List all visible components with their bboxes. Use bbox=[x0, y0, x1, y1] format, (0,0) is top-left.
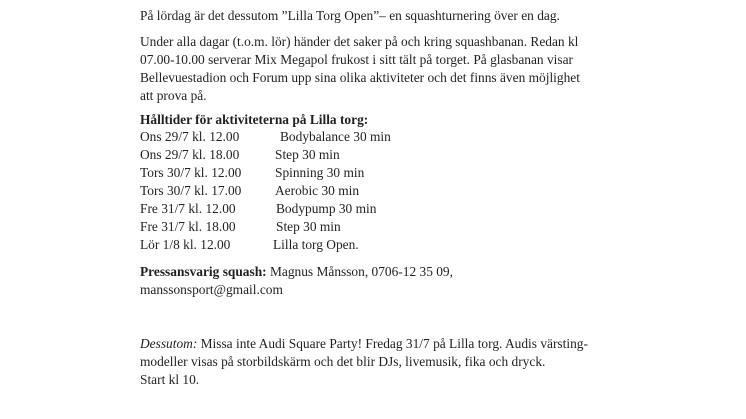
schedule-activity: Step 30 min bbox=[276, 219, 341, 234]
press-contact bbox=[140, 263, 453, 299]
activities-line: 07.00-10.00 serverar Mix Megapol frukost i sitt tält på torget. På glasbanan visar bbox=[140, 52, 573, 67]
schedule-activity: Step 30 min bbox=[275, 147, 340, 162]
press-line bbox=[140, 263, 453, 281]
schedule-time: Lör 1/8 kl. 12.00 bbox=[140, 237, 231, 252]
intro-paragraph: På lördag är det dessutom ”Lilla Torg Open”– en squashturnering över en dag. bbox=[140, 8, 560, 23]
schedule-time: Fre 31/7 kl. 18.00 bbox=[140, 219, 236, 234]
schedule-activity: Bodypump 30 min bbox=[276, 201, 377, 216]
extra-label: Dessutom: bbox=[140, 336, 198, 351]
activities-paragraph bbox=[140, 33, 580, 105]
press-email: manssonsport@gmail.com bbox=[140, 282, 283, 297]
extra-text: Missa inte Audi Square Party! Fredag 31/7 på Lilla torg. Audis värsting- bbox=[197, 336, 588, 351]
schedule-time: Fre 31/7 kl. 12.00 bbox=[140, 201, 236, 216]
extra-line bbox=[140, 335, 588, 353]
schedule-time: Tors 30/7 kl. 17.00 bbox=[140, 183, 242, 198]
schedule-activity: Lilla torg Open. bbox=[273, 237, 359, 252]
schedule-time: Tors 30/7 kl. 12.00 bbox=[140, 165, 242, 180]
schedule-activity: Aerobic 30 min bbox=[275, 183, 360, 198]
extra-paragraph bbox=[140, 335, 588, 389]
activities-line: Bellevuestadion och Forum upp sina olika aktiviteter och det finns även möjlighet bbox=[140, 70, 580, 85]
press-contact-details: Magnus Månsson, 0706-12 35 09, bbox=[266, 264, 453, 279]
extra-line: modeller visas på storbildskärm och det blir DJs, livemusik, fika och dryck. bbox=[140, 354, 546, 369]
schedule-time: Ons 29/7 kl. 12.00 bbox=[140, 129, 240, 144]
schedule-heading: Hålltider för aktiviteterna på Lilla torg: bbox=[140, 112, 369, 127]
schedule-activity: Bodybalance 30 min bbox=[280, 129, 391, 144]
activities-line: att prova på. bbox=[140, 88, 207, 103]
schedule-activity: Spinning 30 min bbox=[275, 165, 365, 180]
schedule-time: Ons 29/7 kl. 18.00 bbox=[140, 147, 240, 162]
press-label: Pressansvarig squash: bbox=[140, 264, 267, 279]
extra-line: Start kl 10. bbox=[140, 372, 200, 387]
activities-line: Under alla dagar (t.o.m. lör) händer det saker på och kring squashbanan. Redan kl bbox=[140, 34, 579, 49]
